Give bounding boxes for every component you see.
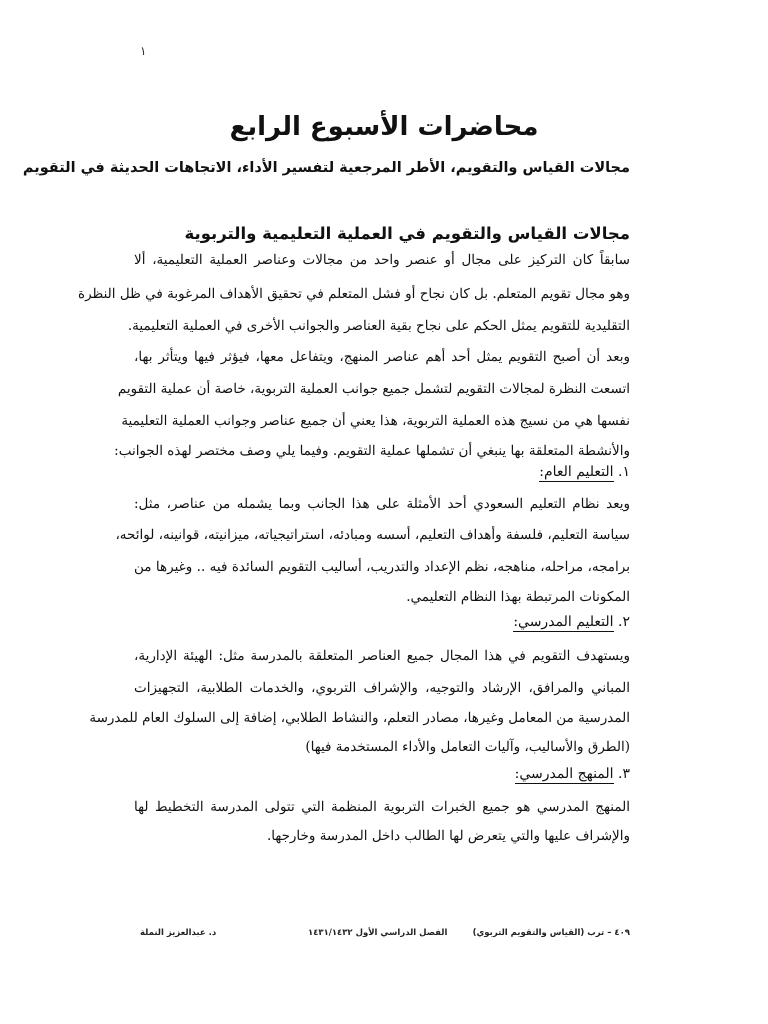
- page-title: محاضرات الأسبوع الرابع: [229, 112, 539, 142]
- subsection-heading: [539, 462, 630, 482]
- footer-semester: الفصل الدراسي الأول ١٤٣١/١٤٣٢: [308, 928, 448, 938]
- subsection-title: التعليم العام:: [539, 464, 614, 480]
- text-line: والأنشطة المتعلقة بها ينبغي أن تشملها عملية التقويم. وفيما يلي وصف مختصر لهذه الجوانب:: [114, 443, 630, 459]
- text-line: ويعد نظام التعليم السعودي أحد الأمثلة على هذا الجانب وبما يشمله من عناصر، مثل:: [134, 496, 630, 512]
- text-line: برامجه، مراحله، مناهجه، نظم الإعداد والتدريب، أساليب التقويم السائدة فيه .. وغيرها من: [134, 559, 630, 575]
- text-line: المكونات المرتبطة بهذا النظام التعليمي.: [406, 589, 630, 605]
- text-line: اتسعت النظرة لمجالات التقويم لتشمل جميع جوانب العملية التربوية، خاصة أن عملية التقويم: [117, 381, 630, 397]
- text-line: وبعد أن أصبح التقويم يمثل أحد أهم عناصر المنهج، ويتفاعل معها، فيؤثر فيها ويتأثر بها،: [134, 349, 630, 365]
- text-line: (الطرق والأساليب، وآليات التعامل والأداء المستخدمة فيها): [305, 739, 630, 755]
- subsection-heading: [515, 764, 630, 784]
- text-line: سابقاً كان التركيز على مجال أو عنصر واحد من مجالات وعناصر العملية التعليمية، ألا: [134, 252, 630, 268]
- page-number: ١: [140, 44, 147, 58]
- subsection-title: المنهج المدرسي:: [514, 766, 614, 782]
- subsection-number: ١.: [618, 464, 630, 480]
- text-line: المنهج المدرسي هو جميع الخبرات التربوية المنظمة التي تتولى المدرسة التخطيط لها: [134, 799, 630, 815]
- subsection-number: ٢.: [618, 614, 630, 630]
- text-line: سياسة التعليم، فلسفة وأهداف التعليم، أسسه ومبادئه، استراتيجياته، ميزانيته، قوانينه، لوائحه،: [115, 527, 630, 543]
- subsection-number: ٣.: [618, 766, 630, 782]
- text-line: التقليدية للتقويم يمثل الحكم على نجاح بقية العناصر والجوانب الأخرى في العملية التعليمية.: [127, 318, 630, 334]
- text-line: المباني والمرافق، الإرشاد والتوجيه، والإشراف التربوي، والخدمات الطلابية، التجهيزات: [134, 680, 630, 696]
- subsection-heading: [513, 612, 630, 632]
- subsection-title: التعليم المدرسي:: [513, 614, 614, 630]
- page-subtitle: مجالات القياس والتقويم، الأطر المرجعية لتفسير الأداء، الاتجاهات الحديثة في التقويم: [22, 160, 630, 176]
- text-line: نفسها هي من نسيج هذه العملية التربوية، هذا يعني أن جميع عناصر وجوانب العملية التعليمية: [121, 413, 630, 429]
- footer-course: ٤٠٩ – ترب (القياس والتقويم التربوي): [472, 928, 630, 938]
- text-line: والإشراف عليها والتي يتعرض لها الطالب داخل المدرسة وخارجها.: [266, 828, 630, 844]
- text-line: وهو مجال تقويم المتعلم. بل كان نجاح أو فشل المتعلم في تحقيق الأهداف المرغوبة في ظل النظرة: [78, 286, 630, 302]
- footer-instructor: د. عبدالعزيز النملة: [140, 928, 217, 938]
- text-line: المدرسية من المعامل وغيرها، مصادر التعلم، والنشاط الطلابي، إضافة إلى السلوك العام للمدرسة: [89, 710, 630, 726]
- section-heading: مجالات القياس والتقويم في العملية التعليمية والتربوية: [184, 224, 630, 243]
- text-line: ويستهدف التقويم في هذا المجال جميع العناصر المتعلقة بالمدرسة مثل: الهيئة الإدارية،: [134, 648, 630, 664]
